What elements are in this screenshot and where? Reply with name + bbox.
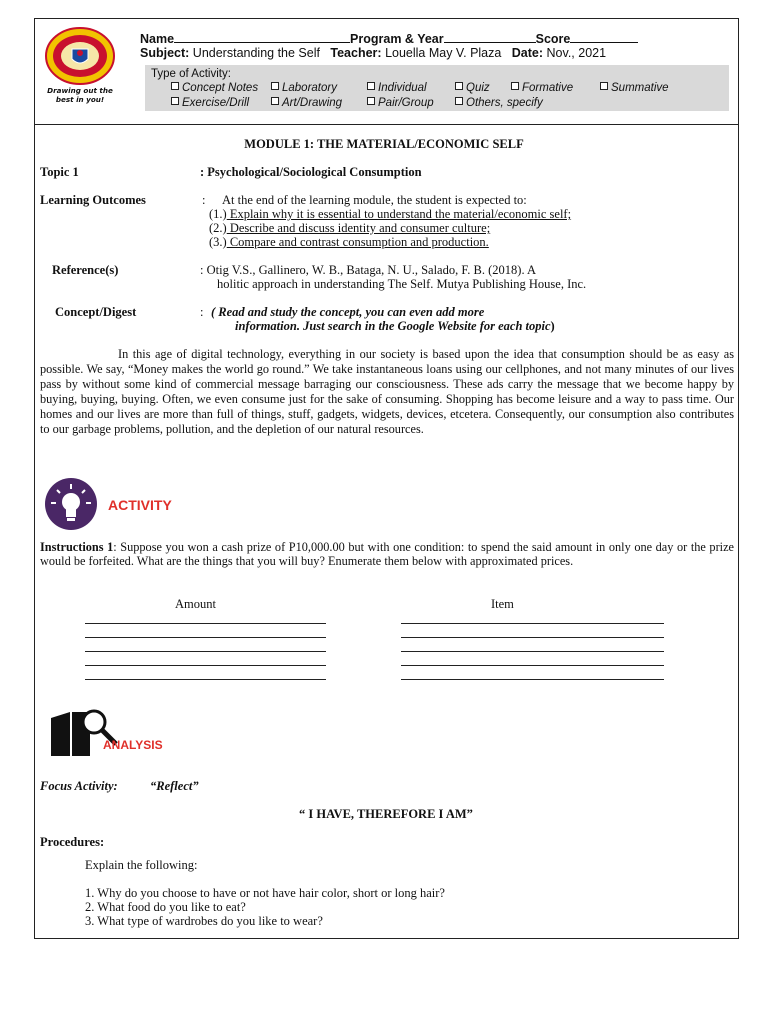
instructions-paragraph: Instructions 1: Suppose you won a cash prize of P10,000.00 but with one condition: to spend the said amount in only one day or the prize would be forfeited. What are the things that you will buy? Enumerate them below with approximated prices. (40, 540, 734, 568)
reference-line-1: : Otig V.S., Gallinero, W. B., Bataga, N. U., Salado, F. B. (2018). A (200, 263, 537, 277)
option-laboratory[interactable]: Laboratory (271, 82, 337, 94)
program-label: Program & Year (350, 32, 444, 46)
name-label: Name (140, 32, 175, 46)
amount-line[interactable] (85, 679, 326, 680)
school-logo (38, 24, 122, 120)
item-line[interactable] (401, 637, 664, 638)
explain-text: Explain the following: (85, 858, 198, 872)
checkbox-icon[interactable] (600, 82, 608, 90)
procedures-label: Procedures: (40, 835, 105, 849)
concept-line-1: ( Read and study the concept, you can even add more (211, 305, 485, 319)
item-line[interactable] (401, 651, 664, 652)
header-line-2 (140, 46, 606, 60)
checkbox-icon[interactable] (271, 97, 279, 105)
focus-activity-label: Focus Activity: (40, 779, 118, 793)
option-concept-notes[interactable]: Concept Notes (171, 82, 258, 94)
amount-line[interactable] (85, 637, 326, 638)
subject-value: Understanding the Self (192, 46, 320, 60)
lightbulb-icon (40, 478, 102, 530)
score-label: Score (535, 32, 571, 46)
checkbox-icon[interactable] (455, 82, 463, 90)
name-field[interactable] (174, 30, 350, 43)
activity-type-title: Type of Activity: (151, 68, 231, 80)
header-line-1 (140, 30, 638, 46)
teacher-value: Louella May V. Plaza (385, 46, 502, 60)
concept-label: Concept/Digest (55, 305, 137, 319)
item-line[interactable] (401, 679, 664, 680)
option-individual[interactable]: Individual (367, 82, 427, 94)
date-value: Nov., 2021 (546, 46, 607, 60)
program-field[interactable] (444, 30, 536, 43)
question-1: 1. Why do you choose to have or not have hair color, short or long hair? (85, 886, 445, 900)
option-pair-group[interactable]: Pair/Group (367, 97, 434, 109)
checkbox-icon[interactable] (271, 82, 279, 90)
question-3: 3. What type of wardrobes do you like to wear? (85, 914, 323, 928)
date-label: Date: (511, 46, 544, 60)
concept-colon: : (200, 305, 204, 319)
module-title: MODULE 1: THE MATERIAL/ECONOMIC SELF (244, 137, 524, 151)
activity-badge (40, 478, 210, 530)
reference-label: Reference(s) (52, 263, 119, 277)
activity-badge-label: ACTIVITY (108, 497, 172, 513)
checkbox-icon[interactable] (171, 97, 179, 105)
topic-value: : Psychological/Sociological Consumption (200, 165, 422, 179)
learning-outcomes-label: Learning Outcomes (40, 193, 146, 207)
activity-type-box (145, 65, 729, 111)
outcome-3: (3.) Compare and contrast consumption and production. (209, 235, 489, 249)
option-art-drawing[interactable]: Art/Drawing (271, 97, 342, 109)
option-summative[interactable]: Summative (600, 82, 669, 94)
score-field[interactable] (570, 30, 638, 43)
option-exercise-drill[interactable]: Exercise/Drill (171, 97, 249, 109)
learning-outcomes-colon: : (202, 193, 206, 207)
header-divider (34, 124, 739, 125)
analysis-badge-label: ANALYSIS (103, 738, 163, 752)
item-line[interactable] (401, 665, 664, 666)
option-others[interactable]: Others, specify (455, 97, 543, 109)
amount-line[interactable] (85, 651, 326, 652)
school-seal-icon (45, 27, 115, 85)
amount-line[interactable] (85, 665, 326, 666)
checkbox-icon[interactable] (367, 97, 375, 105)
item-column-header: Item (491, 597, 514, 611)
reference-line-2: holitic approach in understanding The Self. Mutya Publishing House, Inc. (217, 277, 587, 291)
topic-label: Topic 1 (40, 165, 79, 179)
learning-outcomes-intro: At the end of the learning module, the student is expected to: (222, 193, 527, 207)
amount-line[interactable] (85, 623, 326, 624)
teacher-label: Teacher: (330, 46, 382, 60)
checkbox-icon[interactable] (511, 82, 519, 90)
option-quiz[interactable]: Quiz (455, 82, 490, 94)
checkbox-icon[interactable] (367, 82, 375, 90)
reflect-heading: “ I HAVE, THEREFORE I AM” (299, 807, 473, 821)
checkbox-icon[interactable] (455, 97, 463, 105)
concept-line-2: information. Just search in the Google Website for each topic) (235, 319, 555, 333)
subject-label: Subject: (140, 46, 190, 60)
focus-activity-value: “Reflect” (150, 779, 199, 793)
outcome-2: (2.) Describe and discuss identity and consumer culture; (209, 221, 491, 235)
checkbox-icon[interactable] (171, 82, 179, 90)
logo-motto: Drawing out the best in you! (47, 86, 113, 104)
amount-column-header: Amount (175, 597, 216, 611)
concept-paragraph: In this age of digital technology, everything in our society is based upon the idea that consumption should be as easy as possible. We say, “Money makes the world go round.” We take instantaneous loans using our cellphones, and not many minutes of our lives pass by without some kind of commercial message barraging our consciousness. These ads carry the message that we become happy by buying, buying, buying. Often, we even consume just for the sake of consuming. Shopping has become leisure and a way to pass time. Our homes and our lives are more than full of things, stuff, gadgets, widgets, devices, etcetera. Consequently, our consumption also contributes to our garbage problems, pollution, and the depletion of our natural resources. (40, 347, 734, 436)
analysis-badge (48, 706, 218, 760)
outcome-1: (1.) Explain why it is essential to understand the material/economic self; (209, 207, 572, 221)
question-2: 2. What food do you like to eat? (85, 900, 246, 914)
item-line[interactable] (401, 623, 664, 624)
option-formative[interactable]: Formative (511, 82, 573, 94)
